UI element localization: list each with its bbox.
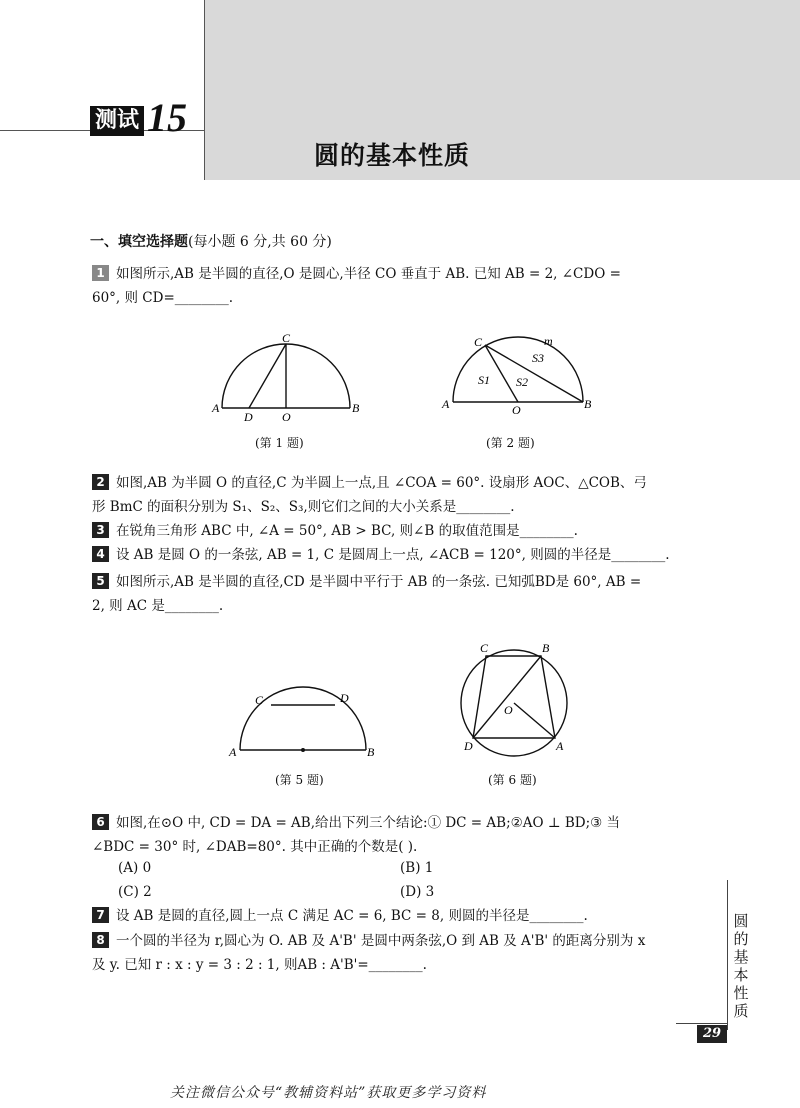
question-number: 5: [92, 573, 109, 589]
label-b: B: [542, 641, 550, 655]
label-b: B: [352, 401, 360, 415]
question-text: 一个圆的半径为 r,圆心为 O. AB 及 A'B' 是圆中两条弦,O 到 AB 及 A'B' 的距离分别为 x: [116, 933, 646, 949]
label-s2: S2: [516, 375, 528, 389]
page-rule: [676, 1023, 728, 1024]
caption-fig1: (第 1 题): [255, 436, 304, 450]
label-d: D: [244, 410, 253, 424]
label-o: O: [504, 703, 513, 717]
option-d: (D) 3: [400, 884, 435, 900]
question-text: 设 AB 是圆 O 的一条弦, AB = 1, C 是圆周上一点, ∠ACB = 120°, 则圆的半径是________.: [116, 547, 670, 563]
badge-label: 测试: [90, 106, 144, 136]
section-title: 一、填空选择题: [90, 234, 188, 250]
question-text: 如图所示,AB 是半圆的直径,CD 是半圆中平行于 AB 的一条弦. 已知弧BD是 60°, AB =: [116, 574, 642, 590]
section-heading: [90, 231, 332, 251]
label-d: D: [340, 691, 349, 705]
label-a: A: [229, 745, 237, 759]
question-number: 1: [92, 265, 109, 281]
sidebar-chapter-title: 圆的基本性质: [733, 912, 749, 1020]
caption-fig2: (第 2 题): [486, 436, 535, 450]
caption-fig5: (第 5 题): [275, 773, 324, 787]
badge-number: 15: [147, 95, 188, 140]
question-text: 如图,在⊙O 中, CD = DA = AB,给出下列三个结论:① DC = AB;②AO ⊥ BD;③ 当: [116, 815, 621, 831]
label-s1: S1: [478, 373, 490, 387]
section-note: (每小题 6 分,共 60 分): [188, 234, 332, 250]
question-number: 2: [92, 474, 109, 490]
label-c: C: [474, 335, 483, 349]
question-number: 8: [92, 932, 109, 948]
question-text: 如图,AB 为半圆 O 的直径,C 为半圆上一点,且 ∠COA = 60°. 设扇形 AOC、△COB、弓: [116, 475, 647, 491]
figure-1: [210, 332, 370, 424]
question-4: [92, 543, 712, 567]
header-band: [204, 0, 800, 180]
question-number: 7: [92, 907, 109, 923]
option-c: (C) 2: [118, 884, 152, 900]
question-6: [92, 811, 712, 859]
question-3: [92, 519, 712, 543]
label-a: A: [556, 739, 564, 753]
question-text: 60°, 则 CD=________.: [92, 290, 234, 306]
question-text: 如图所示,AB 是半圆的直径,O 是圆心,半径 CO 垂直于 AB. 已知 AB = 2, ∠CDO =: [116, 266, 621, 282]
label-c: C: [255, 693, 264, 707]
quadrilateral-cbad: [473, 656, 555, 738]
question-text: 2, 则 AC 是________.: [92, 598, 224, 614]
footer-note: 关注微信公众号“教辅资料站”获取更多学习资料: [170, 1085, 487, 1101]
question-7: [92, 904, 712, 928]
question-text: 形 BmC 的面积分别为 S₁、S₂、S₃,则它们之间的大小关系是________.: [92, 499, 515, 515]
label-c: C: [480, 641, 489, 655]
question-text: 设 AB 是圆的直径,圆上一点 C 满足 AC = 6, BC = 8, 则圆的半径是________.: [116, 908, 588, 924]
question-1: [92, 262, 712, 310]
option-b: (B) 1: [400, 860, 434, 876]
question-number: 4: [92, 546, 109, 562]
question-8: [92, 929, 712, 977]
figure-6: [454, 638, 584, 760]
label-a: A: [212, 401, 220, 415]
figure-2: [436, 332, 596, 417]
question-5: [92, 570, 712, 618]
test-badge: [90, 95, 188, 140]
label-m: m: [544, 334, 553, 348]
question-number: 3: [92, 522, 109, 538]
question-2: [92, 471, 712, 519]
label-d: D: [464, 739, 473, 753]
figure-5: [228, 682, 378, 762]
question-text: 在锐角三角形 ABC 中, ∠A = 50°, AB > BC, 则∠B 的取值范围是________.: [116, 523, 578, 539]
question-number: 6: [92, 814, 109, 830]
semicircle-arc: [453, 337, 583, 402]
label-s3: S3: [532, 351, 544, 365]
chord-bd: [473, 656, 541, 738]
caption-fig6: (第 6 题): [488, 773, 537, 787]
segment-cd: [249, 344, 286, 408]
page-title: 圆的基本性质: [314, 141, 471, 170]
segment-ao: [514, 703, 555, 738]
question-text: ∠BDC = 30° 时, ∠DAB=80°. 其中正确的个数是( ).: [92, 839, 418, 855]
center-point: [301, 748, 305, 752]
question-text: 及 y. 已知 r : x : y = 3 : 2 : 1, 则AB : A'B'=________.: [92, 957, 427, 973]
page-number: 29: [697, 1025, 727, 1043]
header-divider: [204, 0, 205, 180]
label-c: C: [282, 332, 291, 345]
label-b: B: [367, 745, 375, 759]
label-o: O: [512, 403, 521, 417]
label-o: O: [282, 410, 291, 424]
label-a: A: [442, 397, 450, 411]
option-a: (A) 0: [118, 860, 152, 876]
sidebar-rule: [727, 880, 728, 1030]
label-b: B: [584, 397, 592, 411]
